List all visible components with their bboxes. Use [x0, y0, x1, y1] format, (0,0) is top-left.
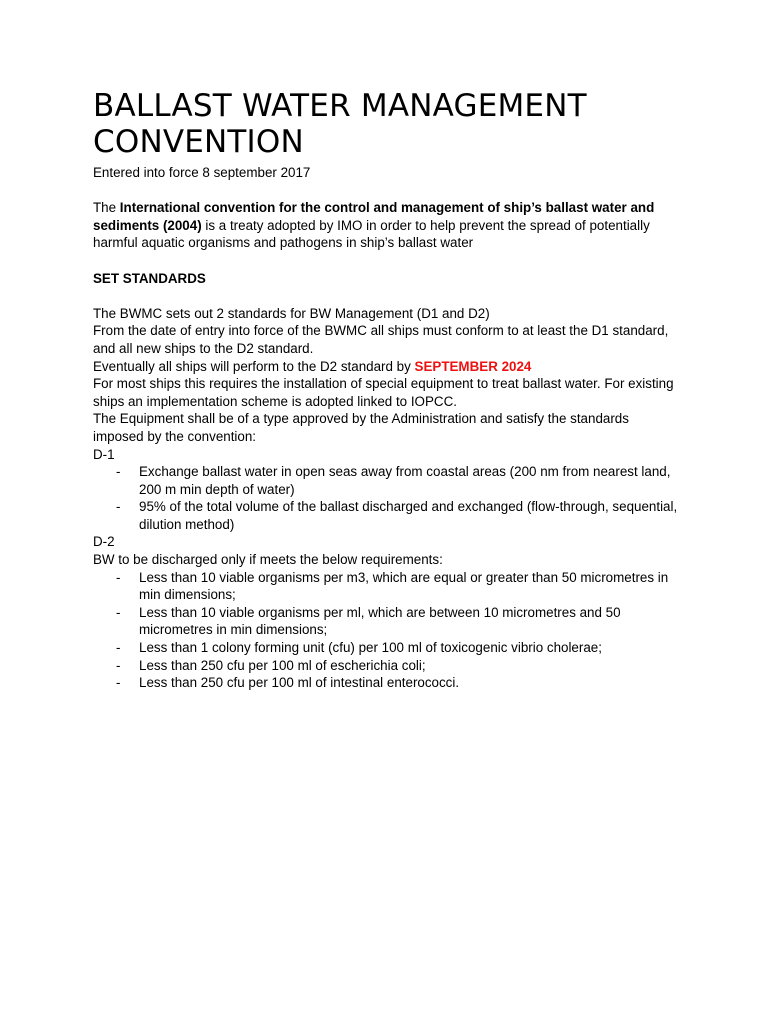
intro-paragraph — [93, 199, 683, 252]
document-page — [93, 88, 683, 692]
d1-list — [93, 463, 683, 533]
list-item — [93, 569, 683, 604]
dash-marker: - — [116, 569, 121, 585]
d2-intro: BW to be discharged only if meets the below requirements: — [93, 552, 443, 568]
deadline-prefix: Eventually all ships will perform to the D2 standard by — [93, 358, 415, 374]
list-item — [93, 639, 683, 657]
d2-list — [93, 569, 683, 692]
list-item — [93, 657, 683, 675]
equipment-requirement-paragraph: For most ships this requires the installation of special equipment to treat ballast water. For existing ships an implementation scheme is adopted linked to IOPCC. — [93, 376, 674, 409]
d2-label: D-2 — [93, 534, 115, 550]
entered-into-force-text: Entered into force 8 september 2017 — [93, 165, 311, 180]
list-item — [93, 498, 683, 533]
list-item-text: Less than 250 cfu per 100 ml of intestinal enterococci. — [139, 675, 460, 691]
list-item-text: Less than 250 cfu per 100 ml of escherichia coli; — [139, 657, 426, 673]
section-heading-text: SET STANDARDS — [93, 270, 206, 286]
deadline-highlight: SEPTEMBER 2024 — [414, 358, 532, 374]
type-approval-paragraph: The Equipment shall be of a type approved by the Administration and satisfy the standards imposed by the convention: — [93, 411, 629, 444]
document-title: BALLAST WATER MANAGEMENT CONVENTION — [93, 88, 587, 160]
convention-name: International convention for the control and management of ship’s ballast water and sediments (2004) — [93, 200, 655, 233]
standards-paragraph: The BWMC sets out 2 standards for BW Management (D1 and D2) — [93, 305, 490, 321]
entry-into-force-paragraph: From the date of entry into force of the BWMC all ships must conform to at least the D1 standard, and all new ships to the D2 standard. — [93, 323, 669, 356]
list-item-text: Exchange ballast water in open seas away from coastal areas (200 nm from nearest land, 200 m min depth of water) — [139, 464, 671, 497]
list-item — [93, 463, 683, 498]
dash-marker: - — [116, 675, 121, 691]
section-heading — [93, 270, 683, 288]
list-item-text: Less than 10 viable organisms per ml, which are between 10 micrometres and 50 micrometres in min dimensions; — [139, 604, 621, 638]
intro-rest: is a treaty adopted by IMO in order to help prevent the spread of potentially harmful aquatic organisms and pathogens in ship’s ballast water — [93, 217, 650, 251]
list-item-text: 95% of the total volume of the ballast discharged and exchanged (flow-through, sequential, dilution method) — [139, 499, 678, 532]
list-item-text: Less than 1 colony forming unit (cfu) per 100 ml of toxicogenic vibrio cholerae; — [139, 640, 602, 656]
dash-marker: - — [116, 640, 121, 656]
list-item — [93, 674, 683, 692]
deadline-paragraph — [93, 358, 683, 376]
list-item — [93, 604, 683, 639]
dash-marker: - — [116, 464, 121, 480]
list-item-text: Less than 10 viable organisms per m3, which are equal or greater than 50 micrometres in min dimensions; — [139, 569, 669, 603]
dash-marker: - — [116, 604, 121, 620]
dash-marker: - — [116, 499, 121, 515]
document-body — [93, 164, 683, 692]
intro-prefix: The — [93, 200, 120, 216]
dash-marker: - — [116, 657, 121, 673]
d1-label: D-1 — [93, 446, 115, 462]
